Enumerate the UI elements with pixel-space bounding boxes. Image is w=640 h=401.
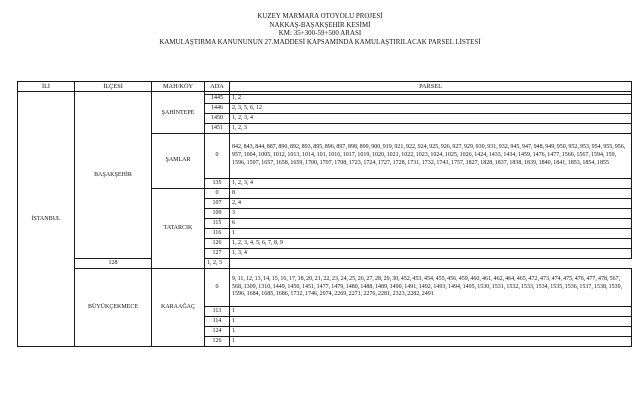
parsel-cell: 9, 11, 12, 13, 14, 15, 16, 17, 18, 20, 21, 22, 23, 24, 25, 26, 27, 28, 29, 30, 452, 453, 454, 455, 456, 459, 460, 461, 462, 464, 465, 472, 473, 474, 475, 476, 477, 478, 567, 568, 1309, 1310, 1449, 1450, 1451, 1477, 1479, 1480, 1488, 1489, 1490, 1491, 1492, 1493, 1494, 1495, 1530, 1531, 1532, 1533, 1534, 1535, 1536, 1537, 1538, 1539, 1596, 1684, 1685, 1686, 1732, 1746, 2074, 2269, 2271, 2276, 2281, 2323, 2282, 2491: [230, 269, 632, 307]
column-header-parsel: PARSEL: [230, 82, 632, 92]
ada-cell: 126: [205, 337, 230, 347]
parsel-cell: 1, 2: [230, 95, 632, 104]
parsel-cell: 1, 2, 3, 4, 5, 6, 7, 8, 9: [230, 239, 632, 249]
ada-cell: 116: [205, 229, 230, 239]
ada-cell: 107: [205, 199, 230, 209]
mahalle-cell: TATARCIK: [152, 189, 205, 269]
ada-cell: 127: [205, 249, 230, 259]
mahalle-cell: KARAAĞAÇ: [152, 269, 205, 347]
ada-cell: 1445: [205, 95, 230, 104]
ada-cell: 109: [205, 209, 230, 219]
km-range: KM: 35+300-59+500 ARASI: [278, 30, 362, 38]
table-row: [18, 95, 632, 104]
parsel-cell: 1: [230, 327, 632, 337]
ada-cell: 0: [205, 269, 230, 307]
parsel-cell: 1, 2, 3: [205, 259, 230, 269]
il-cell: İSTANBUL: [18, 95, 75, 347]
column-header-il: İLİ: [18, 82, 75, 92]
parsel-cell: 6: [230, 219, 632, 229]
parsel-cell: 1, 3, 4: [230, 249, 632, 259]
ada-cell: 128: [75, 259, 152, 269]
ada-cell: 135: [205, 179, 230, 189]
ada-cell: 1446: [205, 104, 230, 114]
column-header-mahalle: MAH/KÖY: [152, 82, 205, 92]
ada-cell: 0: [205, 189, 230, 199]
ada-cell: 1450: [205, 114, 230, 124]
ada-cell: 115: [205, 219, 230, 229]
section-title: NAKKAŞ-BAŞAKŞEHİR KESİMİ: [269, 21, 371, 29]
parsel-cell: 1: [230, 307, 632, 317]
mahalle-cell: ŞAMLAR: [152, 134, 205, 189]
parsel-cell: 1: [230, 317, 632, 327]
table-row: [18, 259, 632, 269]
project-title: KUZEY MARMARA OTOYOLU PROJESİ: [257, 13, 383, 20]
parsel-cell: 1: [230, 337, 632, 347]
parsel-cell: 2, 3, 5, 6, 12: [230, 104, 632, 114]
ilce-cell: BÜYÜKÇEKMECE: [75, 269, 152, 347]
list-title: KAMULAŞTIRMA KANUNUNUN 27.MADDESİ KAPSAMINDA KAMULAŞTIRILACAK PARSEL LİSTESİ: [159, 38, 481, 46]
parcel-table: [17, 81, 632, 347]
document-header: [0, 13, 640, 47]
parsel-cell: 842, 843, 844, 887, 890, 892, 893, 895, 896, 897, 898, 899, 900, 919, 921, 922, 924, 925, 926, 927, 929, 930, 931, 932, 945, 947, 948, 949, 950, 952, 953, 954, 955, 956, 957, 1004, 1005, 1012, 1013, 1014, 101, 1016, 1017, 1019, 1020, 1021, 1022, 1023, 1024, 1025, 1026, 1424, 1433, 1434, 1459, 1476, 1477, 1566, 1567, 1594, 159, 1596, 1597, 1657, 1658, 1659, 1700, 1707, 1708, 1723, 1724, 1727, 1728, 1731, 1732, 1743, 1757, 1827, 1828, 1837, 1838, 1839, 1840, 1841, 1853, 1854, 1855: [230, 134, 632, 179]
column-header-ada: ADA: [205, 82, 230, 92]
parsel-cell: 2, 4: [230, 199, 632, 209]
mahalle-cell: ŞAHİNTEPE: [152, 95, 205, 134]
ada-cell: 126: [205, 239, 230, 249]
table-header-row: [18, 82, 632, 92]
parsel-cell: 3: [230, 209, 632, 219]
ada-cell: 0: [205, 134, 230, 179]
parsel-cell: 1, 2, 3: [230, 124, 632, 134]
ada-cell: 114: [205, 317, 230, 327]
ada-cell: 124: [205, 327, 230, 337]
parsel-cell: 8: [230, 189, 632, 199]
table-row: [18, 269, 632, 307]
parsel-cell: 1, 2, 3, 4: [230, 114, 632, 124]
ilce-cell: BAŞAKŞEHİR: [75, 95, 152, 259]
ada-cell: 1451: [205, 124, 230, 134]
ada-cell: 113: [205, 307, 230, 317]
column-header-ilce: İLÇESİ: [75, 82, 152, 92]
parsel-cell: 1: [230, 229, 632, 239]
parsel-cell: 1, 2, 3, 4: [230, 179, 632, 189]
